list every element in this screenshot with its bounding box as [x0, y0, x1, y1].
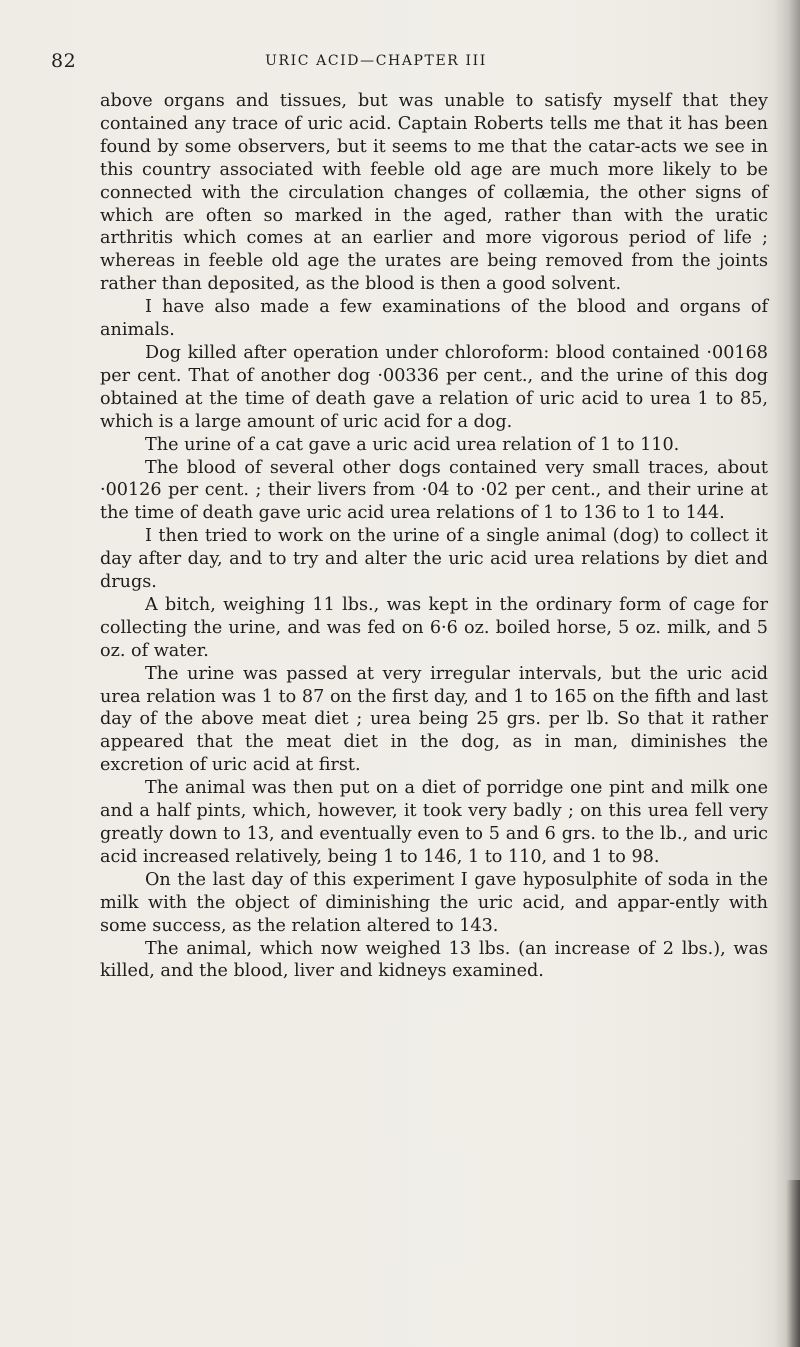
paragraph: The blood of several other dogs contained very small traces, about ·00126 per cent. ; their livers from ·04 to ·02 per cent., and their urine at the time of death gave uric acid urea relations of 1 to 136 to 1 to 144. [100, 457, 768, 524]
paragraph: Dog killed after operation under chloroform: blood contained ·00168 per cent. That of another dog ·00336 per cent., and the urine of this dog obtained at the time of death gave a relation of uric acid to urea 1 to 85, which is a large amount of uric acid for a dog. [100, 342, 768, 432]
running-head: URIC ACID—CHAPTER III [265, 53, 487, 69]
paragraph: The animal, which now weighed 13 lbs. (an increase of 2 lbs.), was killed, and the blood, liver and kidneys examined. [100, 938, 768, 982]
paragraph: A bitch, weighing 11 lbs., was kept in the ordinary form of cage for collecting the urine, and was fed on 6·6 oz. boiled horse, 5 oz. milk, and 5 oz. of water. [100, 594, 768, 661]
page-edge-shadow [774, 0, 800, 1347]
paragraph: The urine was passed at very irregular intervals, but the uric acid urea relation was 1 to 87 on the first day, and 1 to 165 on the fifth and last day of the above meat diet ; urea being 25 grs. per lb. So that it rather appeared that the meat diet in the dog, as in man, diminishes the excretion of uric acid at first. [100, 663, 768, 776]
paragraph: I have also made a few examinations of the blood and organs of animals. [100, 297, 768, 341]
page-number: 82 [51, 50, 77, 72]
page-edge-shadow-bottom [786, 1180, 800, 1347]
paragraph: On the last day of this experiment I gave hyposulphite of soda in the milk with the object of diminishing the uric acid, and appar-ently with some success, as the relation altered to 143. [100, 869, 768, 936]
paragraph-continued: above organs and tissues, but was unable to satisfy myself that they contained any trace of uric acid. Captain Roberts tells me that it has been found by some observers, but it seems to me that the catar-acts we see in this country associated with feeble old age are much more likely to be connected with the circulation changes of collæmia, the other signs of which are often so marked in the aged, rather than with the uratic arthritis which comes at an earlier and more vigorous period of life ; whereas in feeble old age the urates are being removed from the joints rather than deposited, as the blood is then a good solvent. [100, 91, 768, 295]
paragraph: The animal was then put on a diet of porridge one pint and milk one and a half pints, which, however, it took very badly ; on this urea fell very greatly down to 13, and eventually even to 5 and 6 grs. to the lb., and uric acid increased relatively, being 1 to 146, 1 to 110, and 1 to 98. [100, 778, 768, 867]
page-header [51, 50, 701, 78]
paragraph: I then tried to work on the urine of a single animal (dog) to collect it day after day, and to try and alter the uric acid urea relations by diet and drugs. [100, 526, 768, 593]
body-text [100, 90, 768, 983]
paragraph: The urine of a cat gave a uric acid urea relation of 1 to 110. [145, 434, 680, 455]
